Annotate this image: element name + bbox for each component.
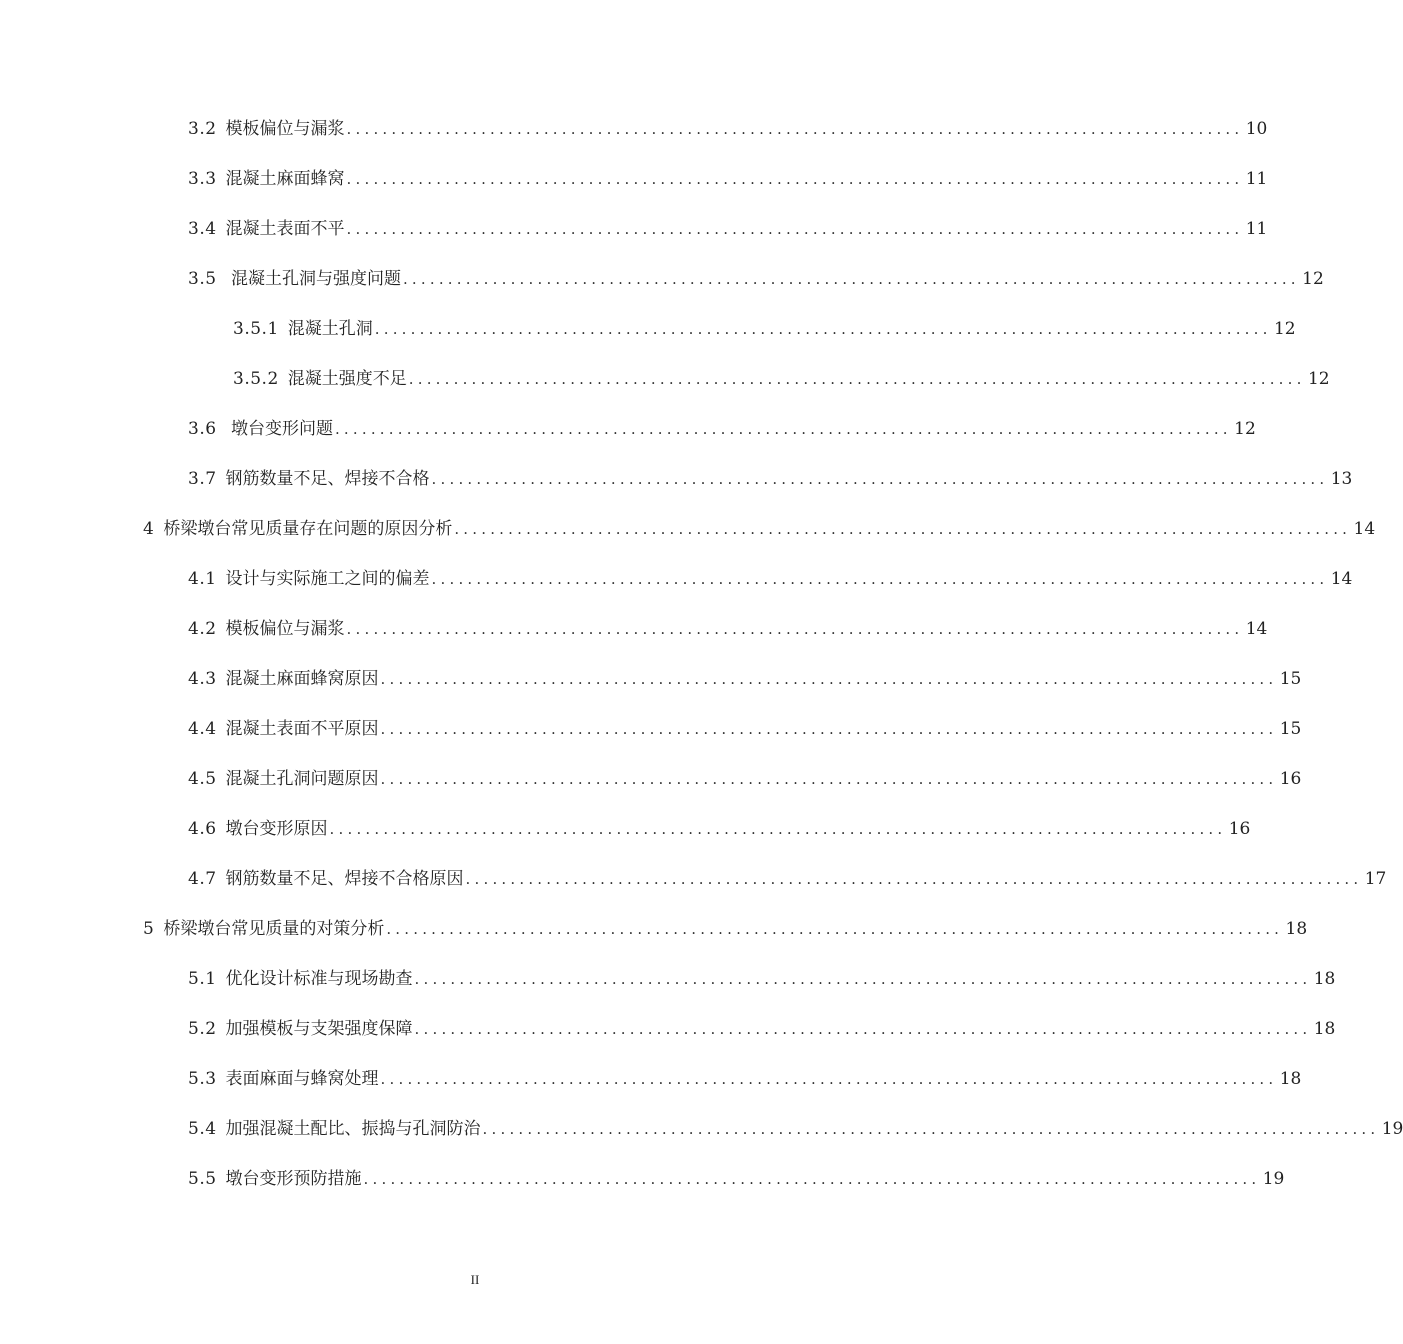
toc-entry[interactable] [188,254,1324,304]
toc-entry-page: 12 [1234,418,1256,439]
toc-entry[interactable] [188,704,1302,754]
dot-leader: .................................................................................................... [408,369,1306,388]
toc-entry-page: 19 [1381,1118,1403,1139]
dot-leader: .................................................................................................... [414,1019,1312,1038]
toc-entry[interactable] [188,954,1336,1004]
toc-entry[interactable] [188,854,1387,904]
toc-entry-page: 11 [1245,218,1268,239]
toc-entry-number: 3.4 [188,218,217,239]
toc-entry-number: 3.3 [188,168,217,189]
toc-entry[interactable] [233,354,1330,404]
toc-entry-number: 5.5 [188,1168,217,1189]
dot-leader: .................................................................................................... [346,219,1244,238]
toc-entry[interactable] [188,104,1268,154]
toc-entry-page: 12 [1307,368,1330,389]
toc-entry-page: 18 [1313,968,1336,989]
toc-entry-title: 表面麻面与蜂窝处理 [225,1068,379,1089]
toc-entry[interactable] [188,654,1302,704]
toc-entry[interactable] [188,604,1268,654]
toc-entry-title: 桥梁墩台常见质量的对策分析 [163,918,385,939]
dot-leader: .................................................................................................... [431,469,1329,488]
toc-entry-title: 混凝土强度不足 [287,368,407,389]
toc-entry[interactable] [188,1104,1403,1154]
toc-entry-title: 混凝土孔洞 [287,318,373,339]
toc-entry-page: 19 [1262,1168,1285,1189]
toc-entry-page: 11 [1245,168,1268,189]
toc-entry-title: 优化设计标准与现场勘查 [225,968,413,989]
toc-entry[interactable] [188,404,1256,454]
toc-entry-page: 15 [1279,668,1302,689]
toc-entry-title: 混凝土麻面蜂窝原因 [225,668,379,689]
toc-entry-number: 4 [143,518,155,539]
toc-entry-number: 3.2 [188,118,217,139]
toc-entry-title: 模板偏位与漏浆 [225,618,345,639]
dot-leader: .................................................................................................... [363,1169,1261,1188]
dot-leader: .................................................................................................... [431,569,1329,588]
toc-entry-page: 13 [1330,468,1353,489]
toc-entry-page: 15 [1279,718,1302,739]
toc-entry-title: 钢筋数量不足、焊接不合格 [225,468,430,489]
toc-entry-page: 14 [1330,568,1353,589]
toc-entry-number: 5.2 [188,1018,217,1039]
dot-leader: .................................................................................................... [380,769,1278,788]
toc-entry-page: 16 [1279,768,1302,789]
dot-leader: .................................................................................................... [329,819,1227,838]
dot-leader: .................................................................................................... [346,119,1244,138]
toc-chapter-entry[interactable] [143,504,1376,554]
toc-entry-title: 模板偏位与漏浆 [225,118,345,139]
toc-entry[interactable] [188,154,1268,204]
toc-entry-number: 5.4 [188,1118,217,1139]
toc-entry-title: 墩台变形原因 [225,818,328,839]
toc-entry-title: 混凝土表面不平 [225,218,345,239]
toc-entry-page: 17 [1364,868,1387,889]
toc-entry-title: 加强混凝土配比、振捣与孔洞防治 [225,1118,481,1139]
dot-leader: .................................................................................................... [380,1069,1278,1088]
toc-entry-title: 加强模板与支架强度保障 [225,1018,413,1039]
dot-leader: .................................................................................................... [346,619,1244,638]
toc-entry-number: 4.5 [188,768,217,789]
toc-entry-number: 4.1 [188,568,217,589]
toc-entry-title: 混凝土孔洞问题原因 [225,768,379,789]
toc-entry-page: 16 [1228,818,1251,839]
toc-entry[interactable] [188,754,1302,804]
toc-entry-number: 3.5 [188,268,217,289]
toc-entry-number: 3.5.2 [233,368,279,389]
toc-entry[interactable] [188,204,1268,254]
toc-entry-page: 14 [1353,518,1376,539]
toc-entry-number: 3.5.1 [233,318,279,339]
toc-entry-title: 墩台变形问题 [225,418,333,439]
dot-leader: .................................................................................................... [482,1119,1380,1138]
dot-leader: .................................................................................................... [346,169,1244,188]
toc-entry[interactable] [188,1054,1302,1104]
toc-entry-title: 混凝土表面不平原因 [225,718,379,739]
dot-leader: .................................................................................................... [465,869,1363,888]
toc-entry[interactable] [188,454,1353,504]
toc-entry[interactable] [188,1154,1285,1204]
toc-entry-page: 10 [1245,118,1268,139]
toc-entry-page: 18 [1313,1018,1336,1039]
dot-leader: .................................................................................................... [414,969,1312,988]
toc-entry-title: 墩台变形预防措施 [225,1168,362,1189]
dot-leader: .................................................................................................... [380,669,1278,688]
toc-entry-page: 14 [1245,618,1268,639]
toc-entry[interactable] [188,554,1353,604]
toc-entry-title: 设计与实际施工之间的偏差 [225,568,430,589]
toc-entry-page: 12 [1302,268,1324,289]
toc-entry[interactable] [233,304,1296,354]
toc-entry[interactable] [188,804,1251,854]
toc-entry-page: 18 [1279,1068,1302,1089]
toc-chapter-entry[interactable] [143,904,1308,954]
toc-entry-title: 钢筋数量不足、焊接不合格原因 [225,868,464,889]
toc-entry-title: 混凝土孔洞与强度问题 [225,268,401,289]
dot-leader: .................................................................................................... [374,319,1272,338]
toc-entry-number: 5 [143,918,155,939]
toc-entry[interactable] [188,1004,1336,1054]
dot-leader: .................................................................................................... [402,269,1300,288]
dot-leader: .................................................................................................... [454,519,1352,538]
toc-entry-page: 12 [1273,318,1296,339]
toc-entry-title: 桥梁墩台常见质量存在问题的原因分析 [163,518,453,539]
toc-entry-number: 3.6 [188,418,217,439]
toc-entry-number: 4.4 [188,718,217,739]
toc-entry-number: 5.3 [188,1068,217,1089]
toc-entry-page: 18 [1285,918,1308,939]
toc-entry-number: 3.7 [188,468,217,489]
dot-leader: .................................................................................................... [380,719,1278,738]
toc-entry-number: 4.2 [188,618,217,639]
toc-entry-number: 4.6 [188,818,217,839]
dot-leader: .................................................................................................... [386,919,1284,938]
toc-entry-number: 4.7 [188,868,217,889]
page-number-footer: II [470,1272,480,1287]
toc-entry-number: 4.3 [188,668,217,689]
toc-entry-number: 5.1 [188,968,217,989]
toc-entry-title: 混凝土麻面蜂窝 [225,168,345,189]
dot-leader: .................................................................................................... [334,419,1232,438]
